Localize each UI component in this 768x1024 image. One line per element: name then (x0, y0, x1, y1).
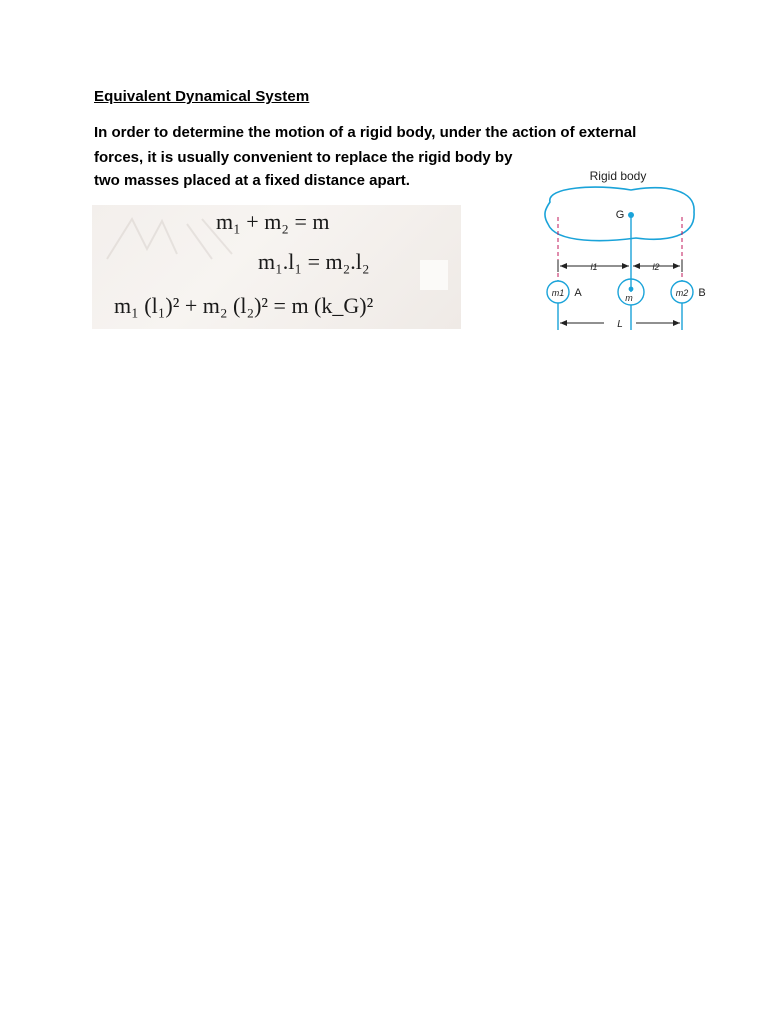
length-l-label: L (617, 319, 623, 330)
centre-of-gravity-label: G (615, 209, 625, 221)
paragraph-line-2: forces, it is usually convenient to replace the rigid body by (94, 149, 513, 166)
equations-image (92, 205, 461, 329)
arrowhead (560, 320, 567, 326)
left-mass-label: m1 (551, 288, 565, 298)
equation-mass-sum-text: m₁ + m₂ = m (216, 209, 330, 234)
centre-mass-dot (629, 287, 634, 292)
arrowhead (560, 263, 567, 269)
paragraph-line-3: two masses placed at a fixed distance apart. (94, 172, 410, 189)
arrowhead (633, 263, 640, 269)
paragraph-line-1: In order to determine the motion of a rigid body, under the action of external (94, 124, 637, 141)
arrowhead (673, 320, 680, 326)
length-l1-label: l1 (590, 262, 598, 272)
centre-mass-label: m (625, 293, 633, 303)
point-b-label: B (698, 287, 706, 299)
point-a-label: A (574, 287, 582, 299)
diagram-title: Rigid body (589, 169, 647, 183)
section-heading: Equivalent Dynamical System (94, 88, 310, 105)
length-l2-label: l2 (652, 262, 660, 272)
arrowhead (673, 263, 680, 269)
arrowhead (622, 263, 629, 269)
equation-moment-of-inertia-text: m₁ (l₁)² + m₂ (l₂)² = m (k_G)² (114, 293, 374, 318)
equation-moment-balance-text: m₁.l₁ = m₂.l₂ (258, 249, 370, 274)
image-artifact (420, 260, 448, 290)
equation-moment-balance (258, 249, 370, 275)
right-mass-label: m2 (675, 288, 689, 298)
equation-moment-of-inertia (114, 293, 373, 319)
equation-mass-sum (216, 209, 330, 235)
rigid-body-diagram (536, 162, 712, 334)
